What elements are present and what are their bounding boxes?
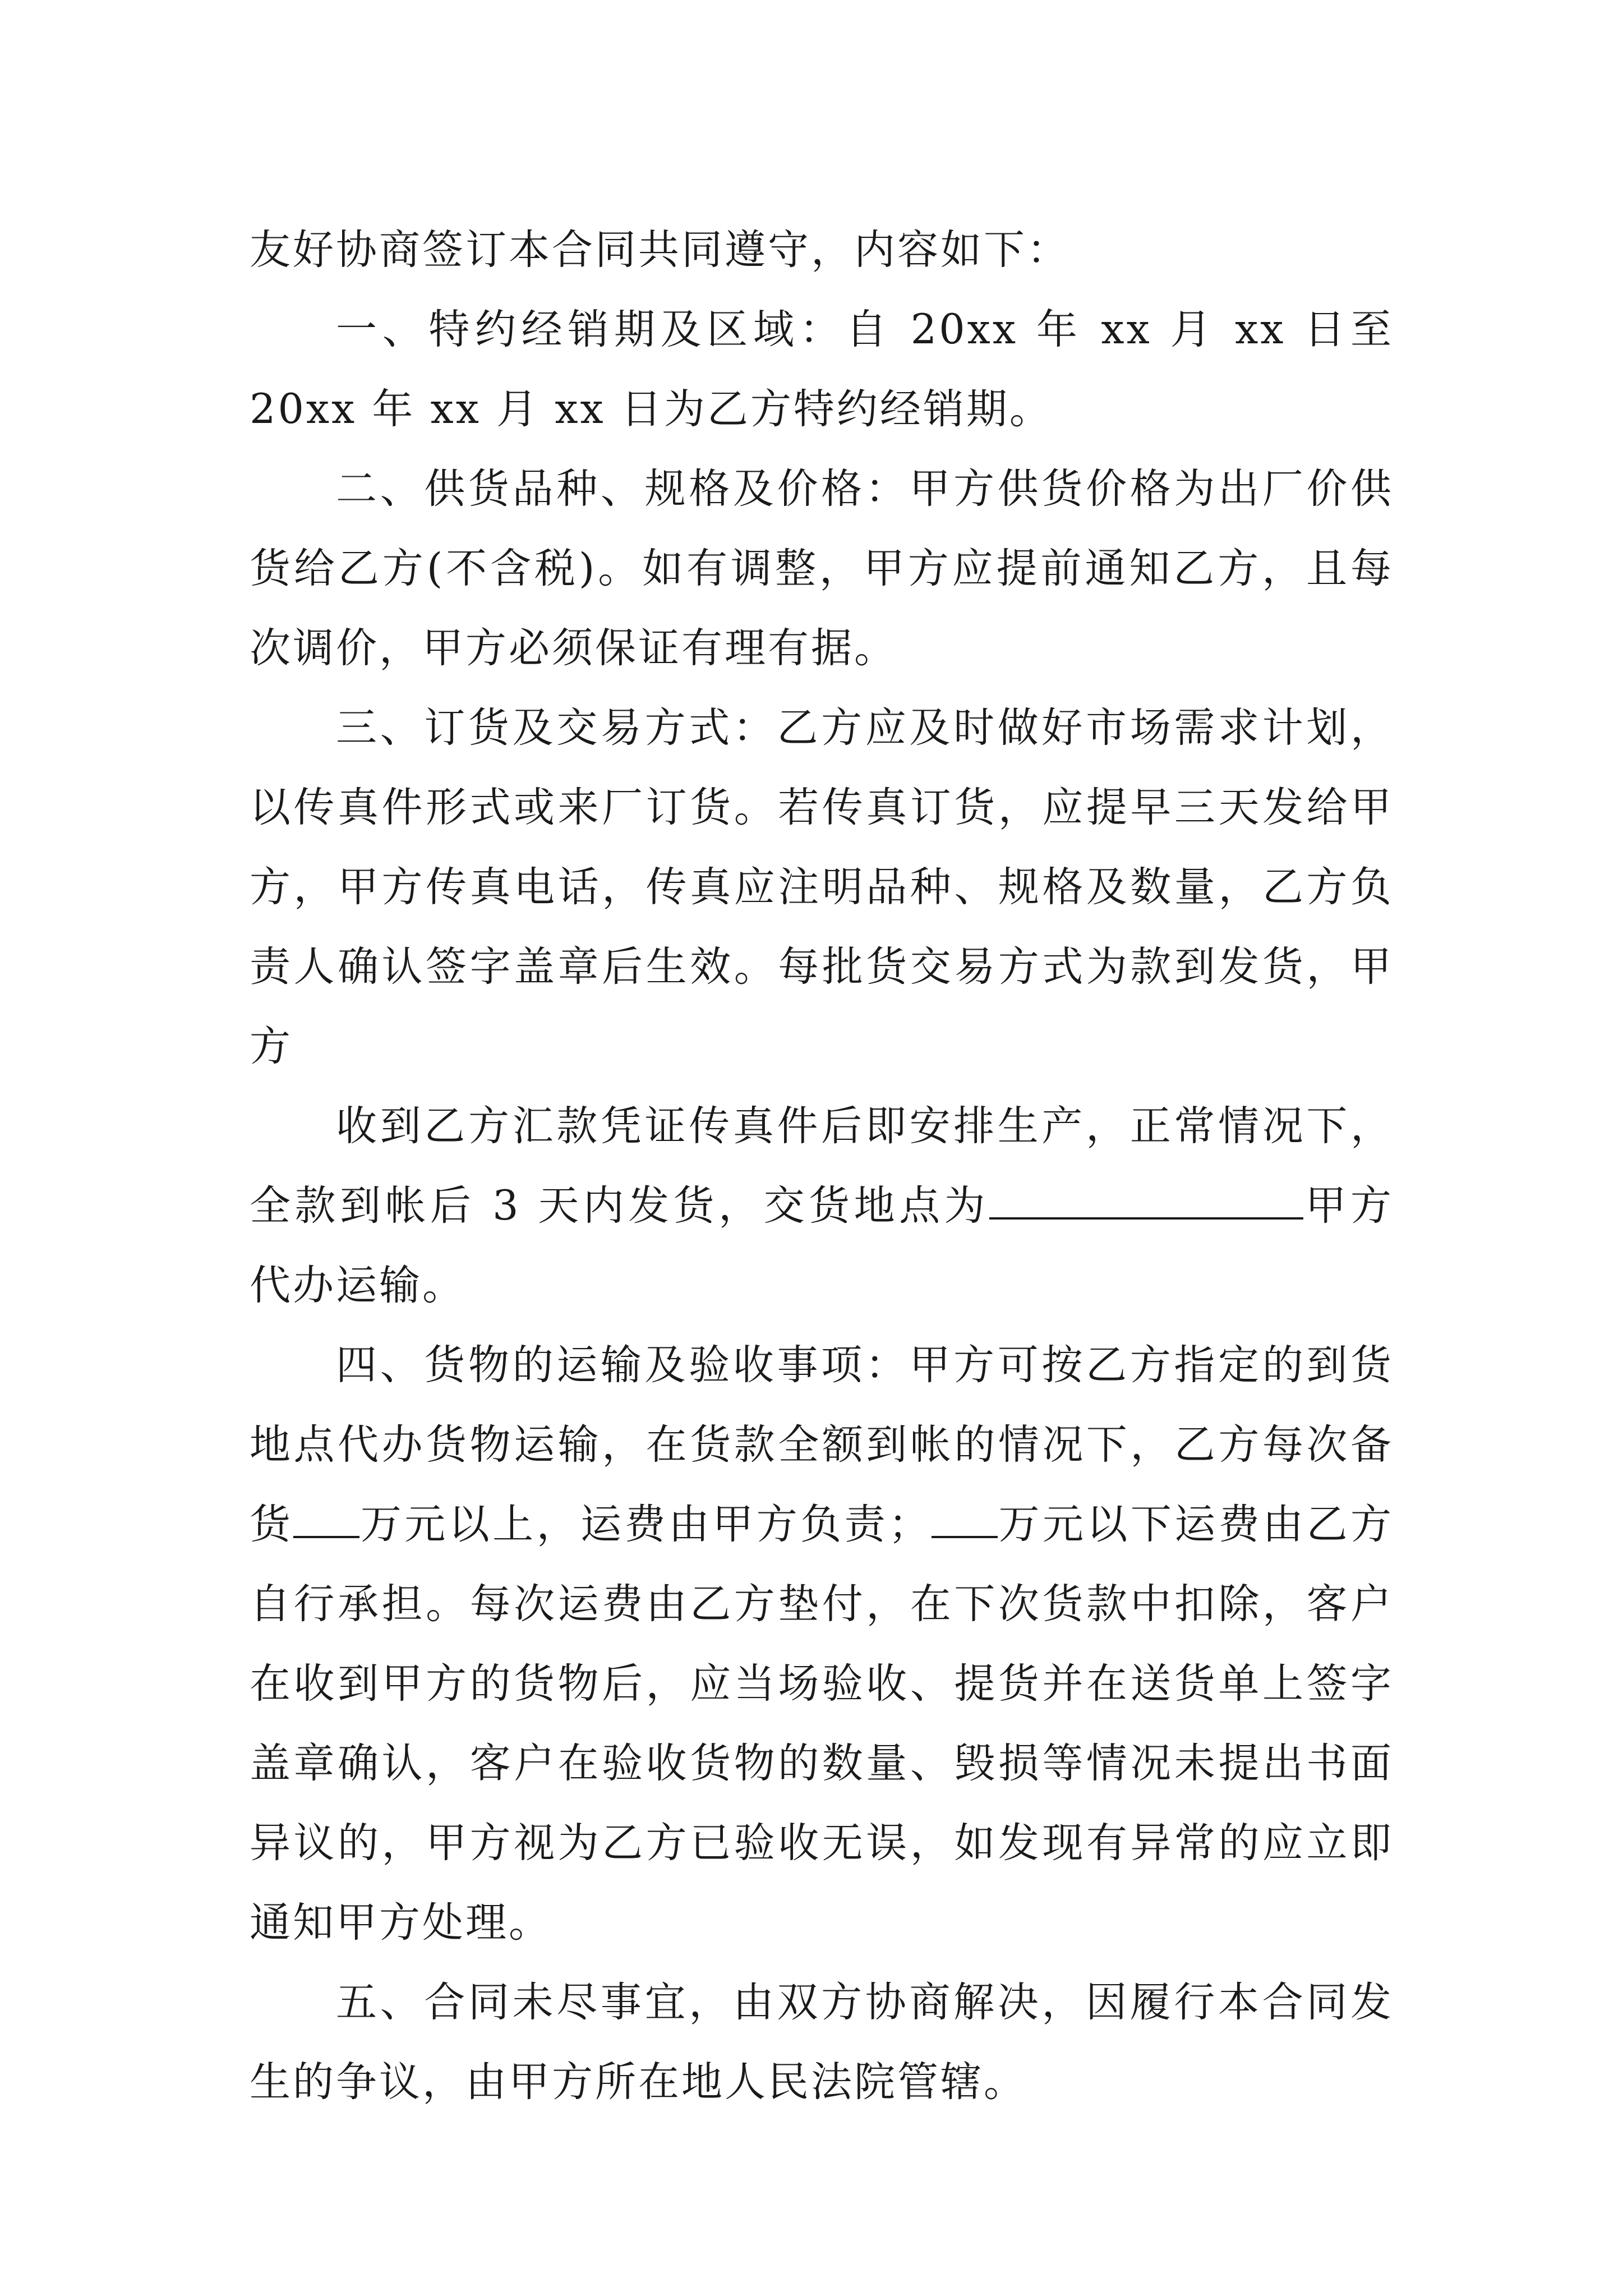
clause-5-text: 五、合同未尽事宜，由双方协商解决，因履行本合同发生的争议，由甲方所在地人民法院管辖。 (250, 1978, 1394, 2106)
clause-1-paragraph (250, 290, 1394, 449)
clause-3-continuation-paragraph (250, 1087, 1394, 1326)
delivery-text-a: 收到乙方汇款凭证传真件后即安排生产，正常情况下，全款到帐后 3 天内发货，交货地点为 (250, 1102, 1394, 1230)
amount-blank-1 (293, 1499, 359, 1538)
clause-2-paragraph (250, 449, 1394, 688)
clause-2-text: 二、供货品种、规格及价格：甲方供货价格为出厂价供货给乙方(不含税)。如有调整，甲方应提前通知乙方，且每次调价，甲方必须保证有理有据。 (250, 465, 1394, 672)
delivery-text-b: 甲方代办运输。 (250, 1182, 1394, 1309)
document-body (250, 210, 1394, 2122)
delivery-location-blank (989, 1180, 1303, 1220)
amount-blank-2 (932, 1499, 998, 1538)
clause-3-paragraph (250, 688, 1394, 1087)
intro-text: 友好协商签订本合同共同遵守，内容如下： (250, 226, 1070, 274)
clause-4-text-b: 万元以上，运费由甲方负责； (359, 1501, 932, 1548)
clause-4-paragraph (250, 1326, 1394, 1963)
clause-1-text: 一、特约经销期及区域：自 20xx 年 xx 月 xx 日至 20xx 年 xx 月 xx 日为乙方特约经销期。 (250, 306, 1394, 433)
clause-5-paragraph (250, 1963, 1394, 2122)
clause-4-text-c: 万元以下运费由乙方自行承担。每次运费由乙方垫付，在下次货款中扣除，客户在收到甲方的货物后，应当场验收、提货并在送货单上签字盖章确认，客户在验收货物的数量、毁损等情况未提出书面异议的，甲方视为乙方已验收无误，如发现有异常的应立即通知甲方处理。 (250, 1501, 1394, 1947)
clause-4-text-a: 四、货物的运输及验收事项：甲方可按乙方指定的到货地点代办货物运输，在货款全额到帐的情况下，乙方每次备货 (250, 1341, 1394, 1548)
intro-paragraph (250, 210, 1394, 290)
clause-3-text: 三、订货及交易方式：乙方应及时做好市场需求计划，以传真件形式或来厂订货。若传真订货，应提早三天发给甲方，甲方传真电话，传真应注明品种、规格及数量，乙方负责人确认签字盖章后生效。每批货交易方式为款到发货，甲方 (250, 704, 1394, 1070)
